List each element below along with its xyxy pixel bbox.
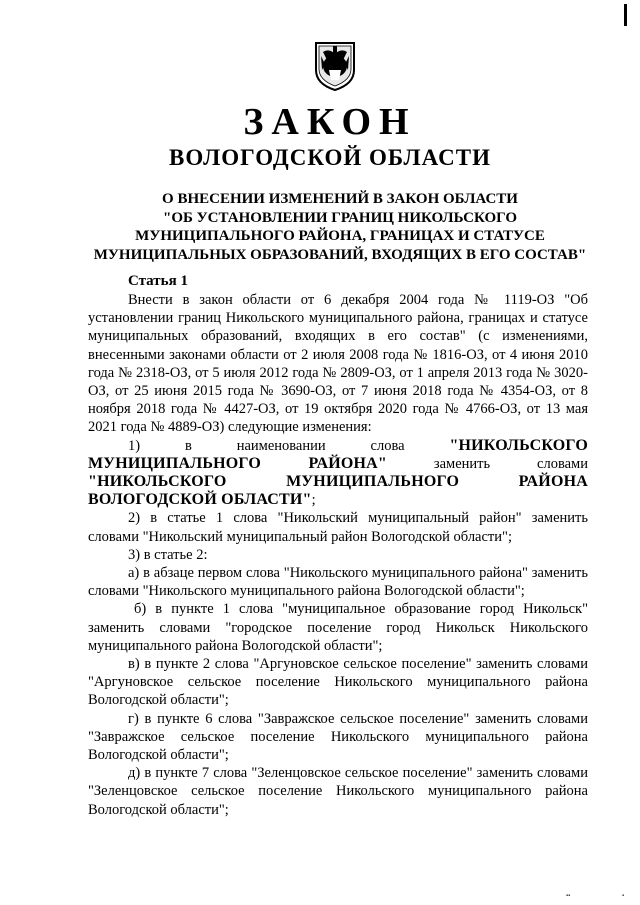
document-subtitle: ВОЛОГОДСКОЙ ОБЛАСТИ xyxy=(169,145,491,170)
document-title: ЗАКОН xyxy=(243,101,417,143)
item-1-old-name: "НИКОЛЬСКОГО МУНИЦИПАЛЬНОГО РАЙОНА" xyxy=(88,436,588,472)
sub-item-b: б) в пункте 1 слова "муниципальное образование город Никольск" заменить словами "городское поселение город Никольск Никольского муниципального района Вологодской области"; xyxy=(88,601,588,654)
corner-mark xyxy=(624,4,627,26)
law-name-line: "ОБ УСТАНОВЛЕНИИ ГРАНИЦ НИКОЛЬСКОГО xyxy=(163,209,517,226)
scan-mark: ▪▪ xyxy=(566,893,571,899)
article-title: Статья 1 xyxy=(128,273,188,289)
law-name-line: О ВНЕСЕНИИ ИЗМЕНЕНИЙ В ЗАКОН ОБЛАСТИ xyxy=(162,191,518,207)
scan-mark: ▪ xyxy=(622,893,625,899)
law-name xyxy=(60,190,620,264)
sub-item-a: а) в абзаце первом слова "Никольского муниципального района" заменить словами "Никольского муниципального района Вологодской области"; xyxy=(88,565,588,600)
article-intro: Внести в закон области от 6 декабря 2004 года № 1119-ОЗ "Об установлении границ Никольского муниципального района, границах и статусе муниципальных образований, входящих в его состав" (с изменениями, внесенными законами области от 2 июля 2008 года № 1816-ОЗ, от 4 июня 2010 года № 2318-ОЗ, от 5 июля 2012 года № 2809-ОЗ, от 1 апреля 2013 года № 3020-ОЗ, от 25 июня 2015 года № 3690-ОЗ, от 7 июня 2018 года № 4354-ОЗ, от 8 ноября 2018 года № 4427-ОЗ, от 19 октября 2020 года № 4766-ОЗ, от 13 мая 2021 года № 4889-ОЗ) следующие изменения: xyxy=(88,292,588,436)
article-item-2: 2) в статье 1 слова "Никольский муниципальный район" заменить словами "Никольский муниципальный район Вологодской области"; xyxy=(88,510,588,545)
item-1-text: 1) в наименовании слова xyxy=(128,437,450,454)
item-1-text: ; xyxy=(311,492,316,509)
law-name-line: МУНИЦИПАЛЬНОГО РАЙОНА, ГРАНИЦАХ И СТАТУСЕ xyxy=(135,228,545,244)
item-1-text: заменить словами xyxy=(386,455,588,472)
sub-item-d: д) в пункте 7 слова "Зеленцовское сельское поселение" заменить словами "Зеленцовское сельское поселение Никольского муниципального района Вологодской области"; xyxy=(88,765,588,818)
sub-item-g: г) в пункте 6 слова "Завражское сельское поселение" заменить словами "Завражское сельское поселение Никольского муниципального района Вологодской области"; xyxy=(88,710,588,764)
article-item-3: 3) в статье 2: xyxy=(128,546,208,563)
sub-item-v: в) в пункте 2 слова "Аргуновское сельское поселение" заменить словами "Аргуновское сельское поселение Никольского муниципального района Вологодской области"; xyxy=(88,656,588,709)
coat-of-arms-icon xyxy=(313,40,357,92)
article-item-1 xyxy=(88,437,588,510)
law-name-line: МУНИЦИПАЛЬНЫХ ОБРАЗОВАНИЙ, ВХОДЯЩИХ В ЕГО СОСТАВ" xyxy=(93,246,587,263)
item-1-new-name: "НИКОЛЬСКОГО МУНИЦИПАЛЬНОГО РАЙОНА ВОЛОГОДСКОЙ ОБЛАСТИ" xyxy=(88,473,588,509)
article-body xyxy=(88,291,588,819)
